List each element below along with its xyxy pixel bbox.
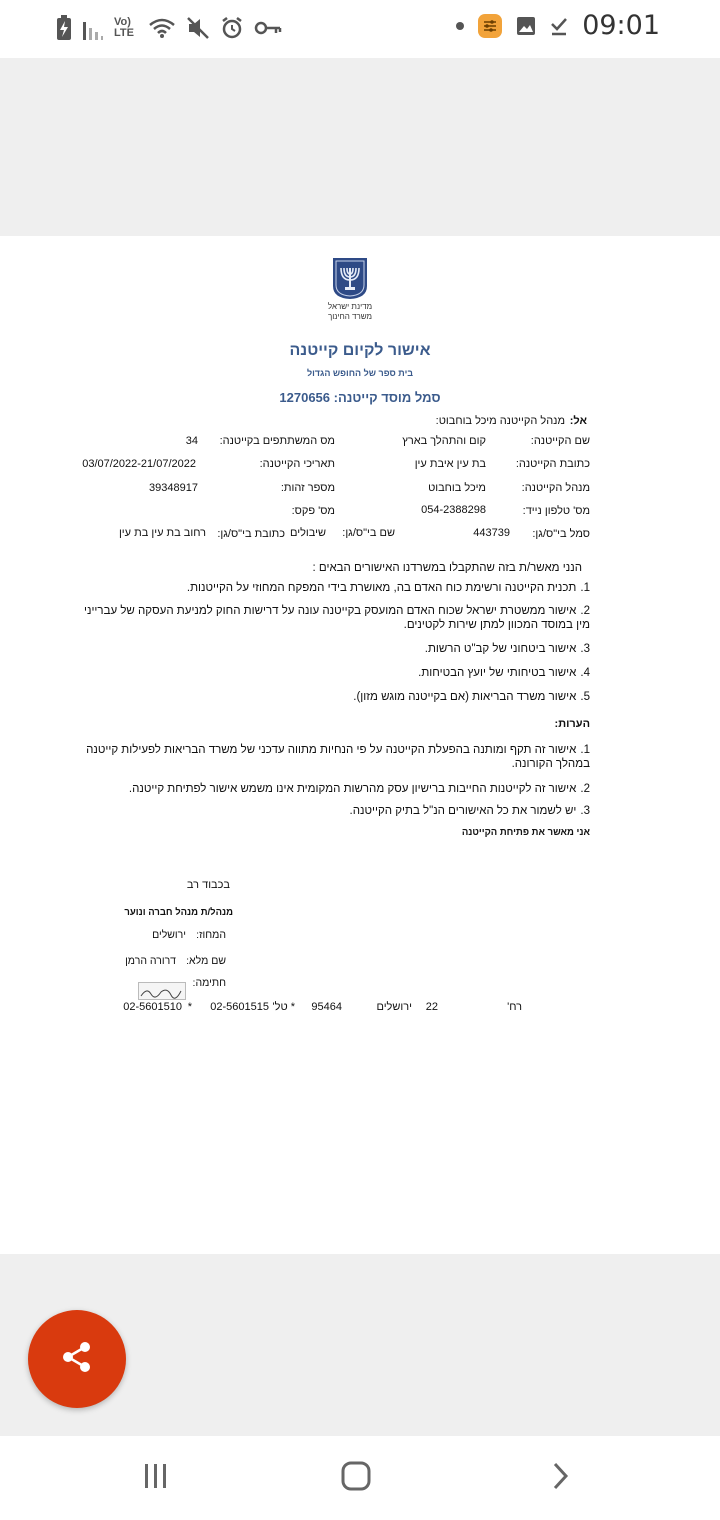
signal-icon [82, 14, 104, 42]
fullname-label: שם מלא: [186, 955, 226, 967]
navigation-bar [0, 1436, 720, 1520]
footer-phone: 02-5601515 [210, 1001, 269, 1013]
camp-dates-value: 03/07/2022-21/07/2022 [82, 458, 196, 470]
institution-code: סמל מוסד קייטנה: 1270656 [279, 390, 441, 405]
approval-item: 3.אישור ביטחוני של קב"ט הרשות. [424, 643, 590, 655]
recents-icon [142, 1462, 170, 1495]
school-address-value: רחוב בת עין בת עין [118, 527, 206, 539]
home-icon [341, 1461, 371, 1496]
signature-image [138, 982, 186, 1000]
ministry-name: מדינת ישראל משרד החינוך [327, 302, 373, 321]
camp-address-value: בת עין איבת עין [414, 458, 486, 470]
gallery-icon [516, 12, 536, 40]
participants-label: מס המשתתפים בקייטנה: [219, 435, 335, 447]
recents-button[interactable] [126, 1458, 186, 1498]
camp-address-label: כתובת הקייטנה: [515, 458, 590, 470]
footer-city: ירושלים [376, 1001, 412, 1013]
camp-name-value: קום והתהלך בארץ [402, 435, 486, 447]
district-label: המחוז: [196, 929, 226, 941]
to-value: מנהל הקייטנה מיכל בוחבוט: [435, 415, 565, 427]
notification-dot-icon [456, 22, 464, 30]
fax-label: מס' פקס: [291, 505, 335, 517]
footer-street-label: רח' [507, 1001, 522, 1013]
confirm-line: אני מאשר את פתיחת הקייטנה [461, 827, 590, 838]
approval-item: 2.אישור ממשטרת ישראל שכוח האדם המועסק בקייטנה עונה על דרישות החוק למניעת העסקה של עברייני מין במוסד המכוון למתן שירות לקטינים. [83, 605, 590, 631]
battery-charging-icon [56, 14, 72, 42]
back-button[interactable] [530, 1458, 590, 1498]
school-code-label: סמל בי"ס/גן: [532, 528, 590, 540]
school-name-label: שם בי"ס/גן: [342, 527, 395, 539]
mute-icon [186, 14, 210, 42]
school-name-value: שיבולים [289, 527, 326, 539]
footer-zip: 95464 [311, 1001, 342, 1013]
home-button[interactable] [326, 1458, 386, 1498]
camp-dates-label: תאריכי הקייטנה: [259, 458, 335, 470]
download-done-icon [550, 12, 568, 40]
back-icon [550, 1461, 570, 1496]
phone-value: 054-2388298 [421, 504, 486, 516]
footer-street-number: 22 [425, 1001, 438, 1013]
regards: בכבוד רב [186, 879, 230, 891]
note-item: 2.אישור זה לקייטנות החייבות ברישיון עסק מהרשות המקומית אינו משמש אישור לפתיחת קייטנה. [128, 783, 590, 795]
status-time: 09:01 [582, 10, 660, 41]
camp-manager-value: מיכל בוחבוט [428, 482, 486, 494]
approvals-intro: הנני מאשר/ת בזה שהתקבלו במשרדנו האישורים הבאים : [312, 562, 582, 574]
share-button[interactable] [28, 1310, 126, 1408]
vpn-key-icon [254, 14, 282, 42]
note-item: 1.אישור זה תקף ומותנה בהפעלת הקייטנה על פי הנחיות מתווה עדכני של משרד הבריאות לפעילות קייטנה במהלך הקורונה. [86, 744, 590, 770]
signer-role: מנהל/ת מנהל חברה ונוער [124, 907, 233, 918]
to-label: אל: [569, 415, 587, 427]
camp-manager-label: מנהל הקייטנה: [521, 482, 590, 494]
footer-phone-label: * טל' [272, 1001, 295, 1013]
wifi-icon [148, 14, 176, 42]
fullname-value: דרורה הרמן [125, 955, 176, 967]
document-title: אישור לקיום קייטנה [289, 342, 431, 359]
status-bar [0, 0, 720, 58]
document-subtitle: בית ספר של החופש הגדול [306, 368, 414, 378]
footer-fax: 02-5601510 [123, 1001, 182, 1013]
approval-item: 1.תכנית הקייטנה ורשימת כוח האדם בה, מאושרת בידי המפקח המחוזי על הקייטנות. [186, 582, 590, 594]
school-code-value: 443739 [473, 527, 510, 539]
approval-item: 5.אישור משרד הבריאות (אם בקייטנה מוגש מזון). [353, 691, 590, 703]
notes-title: הערות: [554, 718, 590, 730]
approval-item: 4.אישור בטיחותי של יועץ הבטיחות. [418, 667, 590, 679]
document-page[interactable] [0, 236, 720, 1254]
signature-label: חתימה: [192, 977, 226, 989]
share-icon [60, 1340, 94, 1379]
id-number-label: מספר זהות: [280, 482, 335, 494]
phone-label: מס' טלפון נייד: [522, 505, 590, 517]
footer-separator: * [187, 1001, 192, 1013]
id-number-value: 39348917 [149, 482, 198, 494]
volte-icon: Vo) LTE [114, 16, 134, 39]
participants-value: 34 [185, 435, 198, 447]
viewer-background-top [0, 58, 720, 236]
district-value: ירושלים [152, 929, 186, 941]
camp-name-label: שם הקייטנה: [530, 435, 590, 447]
alarm-icon [220, 14, 244, 42]
state-emblem-icon [331, 256, 369, 300]
note-item: 3.יש לשמור את כל האישורים הנ"ל בתיק הקייטנה. [349, 805, 590, 817]
school-address-label: כתובת בי"ס/גן: [217, 528, 285, 540]
app-indicator-icon [478, 14, 502, 38]
